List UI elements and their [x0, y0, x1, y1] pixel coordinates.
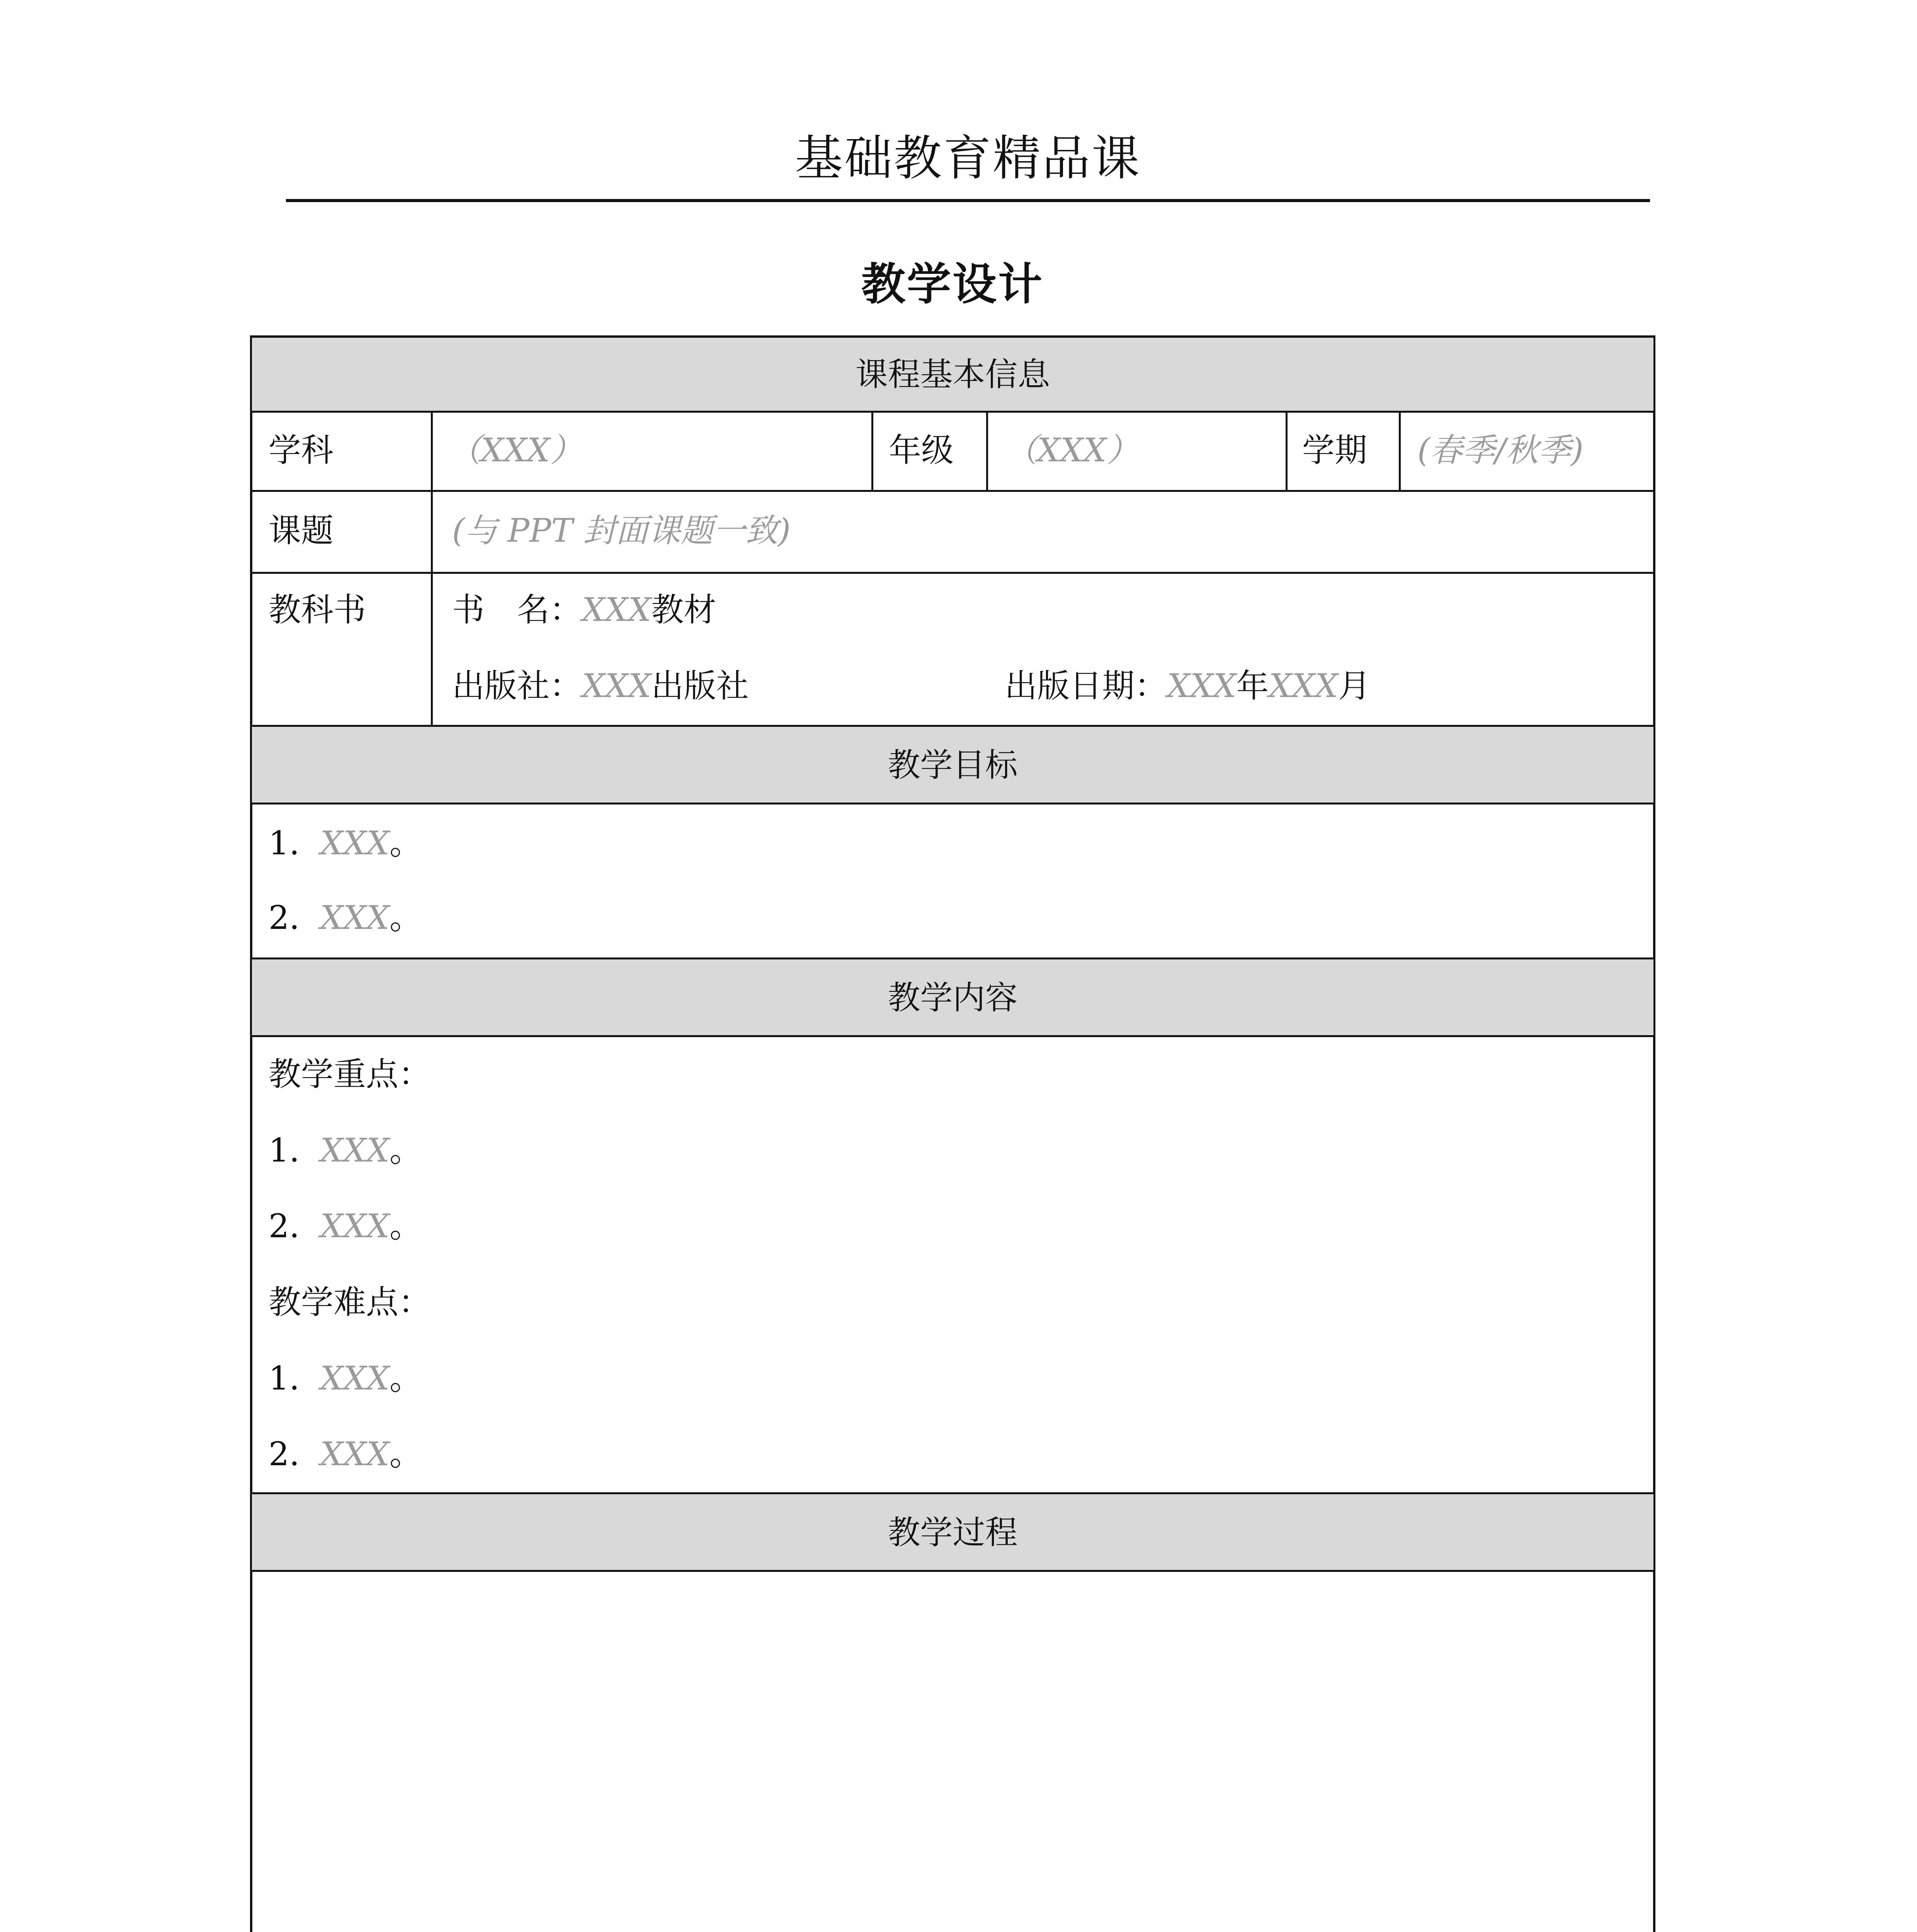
- term-divider-right: [1399, 411, 1401, 490]
- publisher-label: 出版社：: [452, 667, 582, 705]
- grade-divider-left: [871, 411, 873, 490]
- grade-divider-right: [986, 411, 988, 490]
- goal-item[interactable]: [269, 896, 422, 939]
- key-point-placeholder: XXX: [320, 1207, 390, 1245]
- goal-item[interactable]: [269, 822, 422, 864]
- difficulty-end: 。: [389, 1435, 422, 1473]
- goal-number: 2.: [269, 899, 300, 937]
- section-title-basic-info: 课程基本信息: [855, 355, 1050, 393]
- term-divider-left: [1286, 411, 1288, 490]
- page-header-title: 基础教育精品课: [794, 131, 1141, 186]
- publisher-line: [452, 665, 748, 707]
- publication-date-line: [1005, 665, 1371, 707]
- subject-label: 学科: [269, 431, 334, 469]
- goal-end: 。: [389, 899, 422, 937]
- difficulty-end: 。: [389, 1359, 422, 1397]
- row-divider: [250, 572, 1655, 574]
- book-name-placeholder[interactable]: XXX: [582, 591, 651, 629]
- goal-placeholder: XXX: [320, 899, 390, 937]
- difficulty-number: 2.: [269, 1435, 300, 1473]
- publication-year-placeholder[interactable]: XXX: [1167, 667, 1237, 705]
- key-point-item[interactable]: [269, 1129, 422, 1172]
- book-name-label: 书 名：: [452, 591, 582, 629]
- row-divider: [250, 803, 1655, 804]
- goal-number: 1.: [269, 824, 300, 862]
- key-points-label: 教学重点：: [269, 1055, 431, 1093]
- section-title-content: 教学内容: [888, 979, 1018, 1017]
- row-divider: [250, 411, 1655, 413]
- term-field[interactable]: (春季/秋季): [1417, 431, 1584, 469]
- publisher-placeholder[interactable]: XXX: [582, 667, 651, 705]
- section-title-goals: 教学目标: [888, 746, 1018, 784]
- difficulty-item[interactable]: [269, 1357, 422, 1400]
- textbook-label: 教科书: [269, 591, 366, 629]
- publisher-suffix: 出版社: [651, 667, 749, 705]
- difficulties-label: 教学难点：: [269, 1283, 431, 1321]
- row-divider: [250, 490, 1655, 492]
- difficulty-item[interactable]: [269, 1433, 422, 1475]
- row-divider: [250, 1035, 1655, 1037]
- publication-year-suffix: 年: [1236, 667, 1269, 705]
- key-point-number: 1.: [269, 1131, 300, 1169]
- key-point-item[interactable]: [269, 1205, 422, 1247]
- grade-label: 年级: [889, 431, 954, 469]
- key-point-placeholder: XXX: [320, 1131, 390, 1169]
- publication-month-suffix: 月: [1338, 667, 1371, 705]
- process-content-area[interactable]: [252, 1573, 1653, 1932]
- term-label: 学期: [1302, 431, 1368, 469]
- document-title: 教学设计: [861, 258, 1044, 310]
- subject-field[interactable]: （XXX）: [448, 431, 583, 469]
- book-name-suffix: 教材: [651, 591, 716, 629]
- publication-month-placeholder[interactable]: XXX: [1269, 667, 1338, 705]
- key-point-number: 2.: [269, 1207, 300, 1245]
- key-point-end: 。: [389, 1207, 422, 1245]
- header-divider: [286, 199, 1650, 202]
- difficulty-placeholder: XXX: [320, 1435, 390, 1473]
- label-column-divider: [431, 411, 433, 725]
- publication-date-label: 出版日期：: [1005, 667, 1167, 705]
- key-point-end: 。: [389, 1131, 422, 1169]
- row-divider: [250, 1570, 1655, 1572]
- topic-label: 课题: [269, 512, 334, 549]
- goal-placeholder: XXX: [320, 824, 390, 862]
- grade-field[interactable]: （XXX）: [1005, 431, 1139, 469]
- difficulty-number: 1.: [269, 1359, 300, 1397]
- difficulty-placeholder: XXX: [320, 1359, 390, 1397]
- topic-field[interactable]: (与 PPT 封面课题一致): [452, 512, 791, 549]
- book-name-line: [452, 588, 716, 631]
- goal-end: 。: [389, 824, 422, 862]
- section-title-process: 教学过程: [888, 1514, 1018, 1551]
